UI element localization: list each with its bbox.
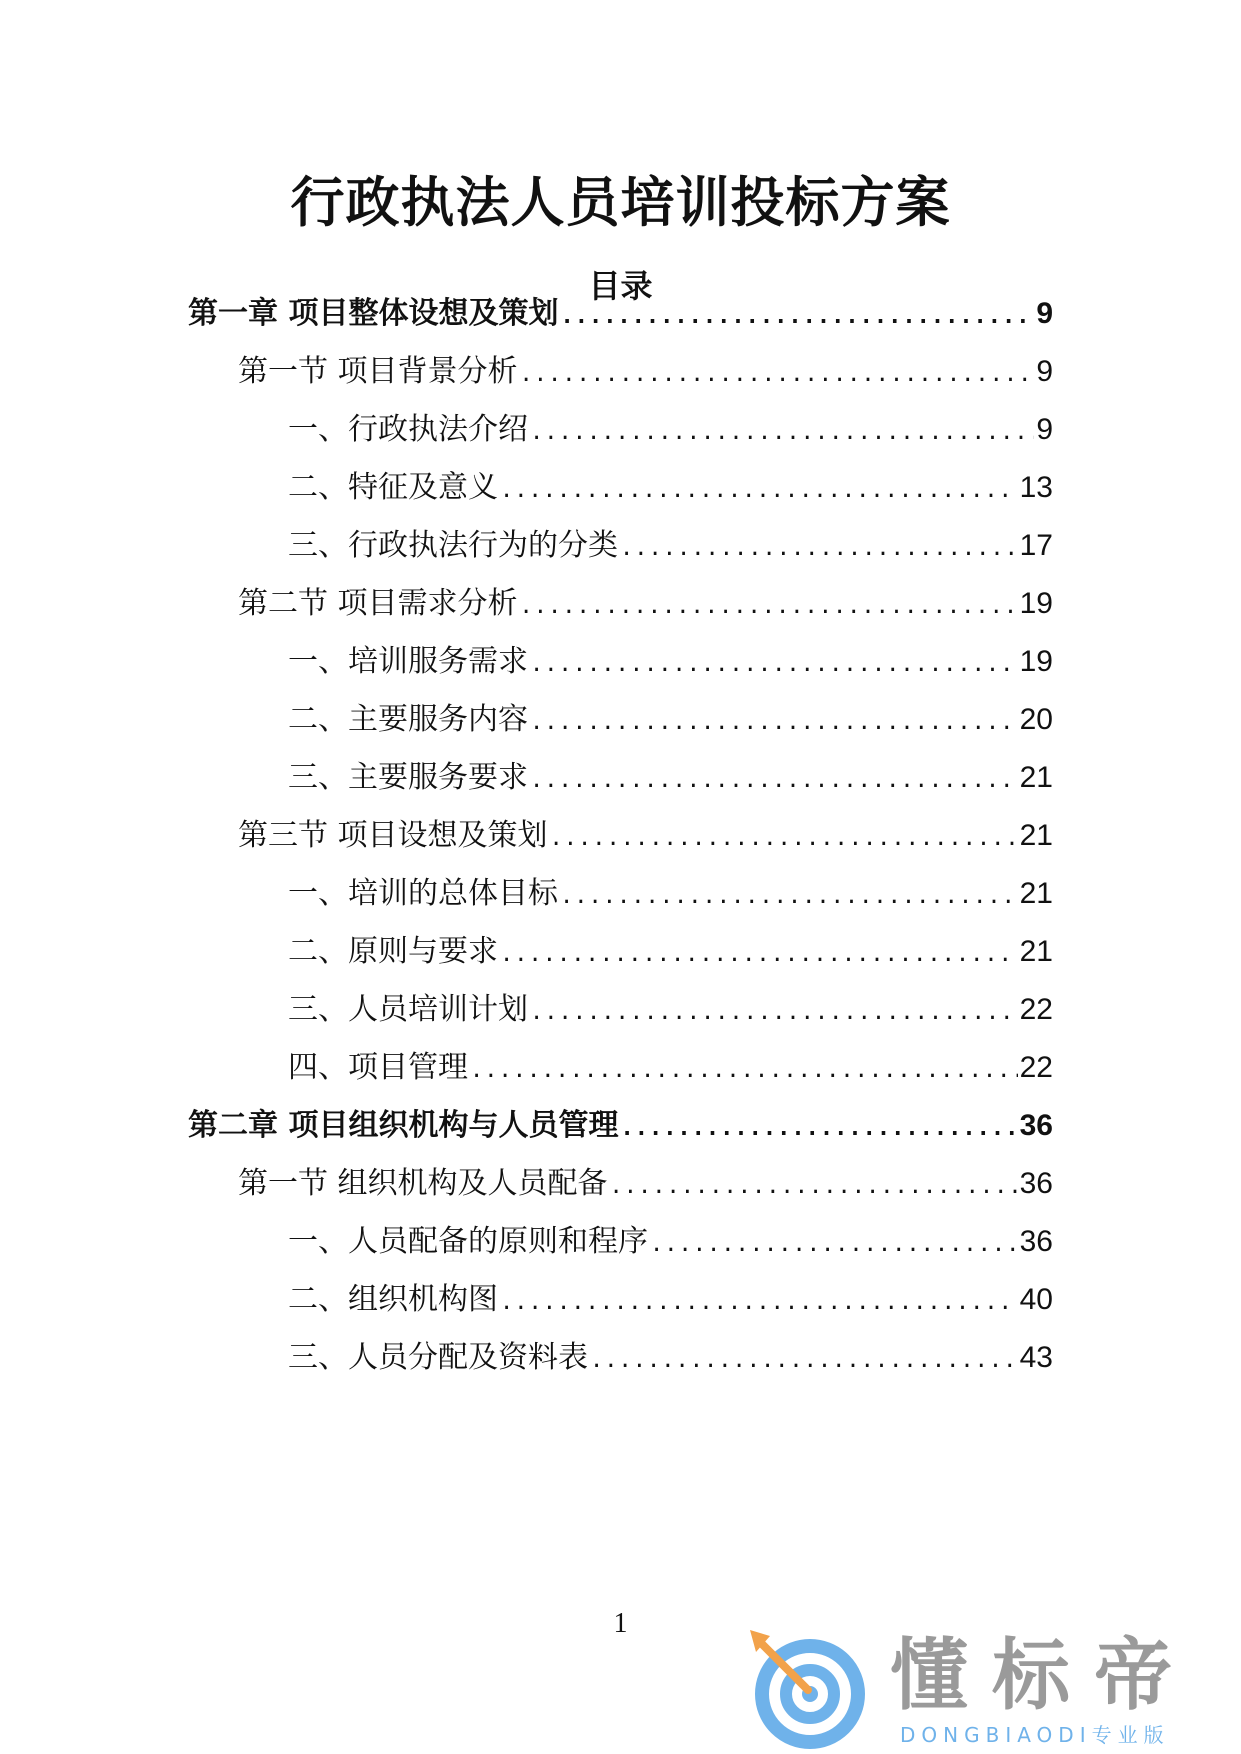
toc-entry-text: 第二章 项目组织机构与人员管理 — [188, 1108, 619, 1143]
toc-entry[interactable] — [288, 464, 1053, 512]
toc-entry-page: 36 — [1019, 1225, 1053, 1258]
toc-dot-leader — [520, 351, 1035, 399]
toc-dot-leader — [530, 409, 1034, 457]
toc-entry[interactable] — [288, 696, 1053, 744]
page-number: 1 — [613, 1608, 628, 1639]
toc-entry-page: 13 — [1019, 471, 1053, 504]
toc-dot-leader — [620, 525, 1018, 573]
toc-entry[interactable] — [238, 812, 1053, 860]
toc-entry[interactable] — [288, 1218, 1053, 1266]
toc-entry-page: 21 — [1019, 935, 1053, 968]
toc-entry[interactable] — [288, 1334, 1053, 1382]
toc-entry-page: 9 — [1036, 355, 1053, 388]
toc-dot-leader — [500, 467, 1018, 515]
toc-entry[interactable] — [238, 1160, 1053, 1208]
toc-entry-page: 36 — [1019, 1109, 1053, 1142]
toc-entry-page: 21 — [1019, 761, 1053, 794]
toc-entry-page: 21 — [1019, 877, 1053, 910]
toc-dot-leader — [470, 1047, 1018, 1095]
toc-entry-text: 二、原则与要求 — [288, 934, 498, 969]
toc-dot-leader — [500, 1279, 1018, 1327]
toc-entry-page: 22 — [1019, 1051, 1053, 1084]
toc-entry-page: 36 — [1019, 1167, 1053, 1200]
toc-entry-page: 19 — [1019, 645, 1053, 678]
toc-entry-page: 40 — [1019, 1283, 1053, 1316]
document-title: 行政执法人员培训投标方案 — [290, 171, 951, 234]
toc-dot-leader — [530, 989, 1018, 1037]
toc-entry-page: 9 — [1036, 413, 1053, 446]
toc-entry[interactable] — [288, 638, 1053, 686]
toc-entry[interactable] — [188, 290, 1053, 338]
toc-entry[interactable] — [238, 580, 1053, 628]
target-arrow-icon — [740, 1624, 870, 1754]
toc-dot-leader — [550, 815, 1018, 863]
toc-entry-page: 43 — [1019, 1341, 1053, 1374]
toc-dot-leader — [530, 699, 1018, 747]
toc-entry[interactable] — [288, 1276, 1053, 1324]
toc-entry-text: 一、人员配备的原则和程序 — [288, 1224, 648, 1259]
toc-entry-text: 一、行政执法介绍 — [288, 412, 528, 447]
toc-entry[interactable] — [288, 928, 1053, 976]
toc-entry-text: 二、组织机构图 — [288, 1282, 498, 1317]
toc-entry[interactable] — [288, 754, 1053, 802]
toc-entry-text: 三、人员培训计划 — [288, 992, 528, 1027]
toc-entry[interactable] — [288, 986, 1053, 1034]
toc-entry-text: 第一节 组织机构及人员配备 — [238, 1166, 608, 1201]
toc-dot-leader — [610, 1163, 1018, 1211]
toc-entry-page: 9 — [1036, 297, 1053, 330]
watermark-subtitle: DONGBIAODI专业版 — [900, 1723, 1170, 1747]
toc-entry-page: 22 — [1019, 993, 1053, 1026]
toc-dot-leader — [530, 641, 1018, 689]
toc-dot-leader — [560, 873, 1018, 921]
toc-dot-leader — [590, 1337, 1018, 1385]
toc-entry-text: 第二节 项目需求分析 — [238, 586, 518, 621]
toc-entry[interactable] — [288, 870, 1053, 918]
toc-entry-text: 第三节 项目设想及策划 — [238, 818, 548, 853]
toc-entry-text: 二、特征及意义 — [288, 470, 498, 505]
toc-entry-text: 二、主要服务内容 — [288, 702, 528, 737]
toc-heading: 目录 — [588, 267, 653, 305]
toc-entry[interactable] — [288, 406, 1053, 454]
toc-entry-text: 第一章 项目整体设想及策划 — [188, 296, 559, 331]
toc-dot-leader — [500, 931, 1018, 979]
toc-entry-page: 19 — [1019, 587, 1053, 620]
toc-entry-text: 三、主要服务要求 — [288, 760, 528, 795]
toc-entry[interactable] — [188, 1102, 1053, 1150]
toc-entry-page: 20 — [1019, 703, 1053, 736]
toc-entry[interactable] — [288, 522, 1053, 570]
watermark-logo — [740, 1628, 1220, 1748]
toc-dot-leader — [560, 293, 1034, 341]
watermark-brand: 懂标帝 — [890, 1631, 1197, 1721]
toc-dot-leader — [520, 583, 1018, 631]
toc-entry-text: 一、培训服务需求 — [288, 644, 528, 679]
toc-entry-page: 21 — [1019, 819, 1053, 852]
toc-entry-text: 第一节 项目背景分析 — [238, 354, 518, 389]
toc-dot-leader — [530, 757, 1018, 805]
toc-entry-text: 三、人员分配及资料表 — [288, 1340, 588, 1375]
toc-entry-text: 四、项目管理 — [288, 1050, 468, 1085]
toc-entry-page: 17 — [1019, 529, 1053, 562]
toc-entry[interactable] — [288, 1044, 1053, 1092]
toc-dot-leader — [650, 1221, 1018, 1269]
toc-entry-text: 一、培训的总体目标 — [288, 876, 558, 911]
toc-dot-leader — [620, 1105, 1017, 1153]
toc-entry-text: 三、行政执法行为的分类 — [288, 528, 618, 563]
toc-entry[interactable] — [238, 348, 1053, 396]
